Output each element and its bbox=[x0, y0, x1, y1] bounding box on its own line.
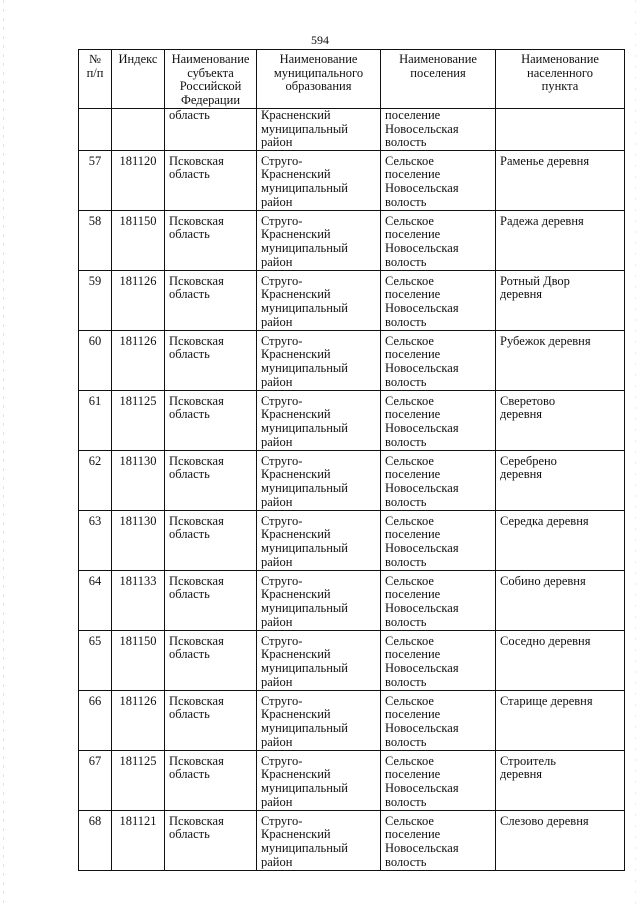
scan-edge-left bbox=[3, 0, 4, 905]
cell-municipality: Струго- Красненский муниципальный район bbox=[257, 570, 381, 630]
cell-subject: Псковская область bbox=[165, 330, 257, 390]
cell-num: 60 bbox=[79, 330, 112, 390]
cell-settlement: Сельское поселение Новосельская волость bbox=[381, 810, 496, 870]
cell-index: 181150 bbox=[112, 630, 165, 690]
header-index: Индекс bbox=[112, 50, 165, 109]
cell-municipality: Струго- Красненский муниципальный район bbox=[257, 390, 381, 450]
scan-edge-right bbox=[635, 0, 636, 905]
cell-municipality: Струго- Красненский муниципальный район bbox=[257, 510, 381, 570]
cell-settlement: Сельское поселение Новосельская волость bbox=[381, 270, 496, 330]
cell-subject: Псковская область bbox=[165, 270, 257, 330]
cell-num: 63 bbox=[79, 510, 112, 570]
cell-settlement: Сельское поселение Новосельская волость bbox=[381, 630, 496, 690]
header-locality: Наименование населенного пункта bbox=[496, 50, 625, 109]
cell-num: 58 bbox=[79, 210, 112, 270]
cell-subject: Псковская область bbox=[165, 510, 257, 570]
cell-index: 181126 bbox=[112, 690, 165, 750]
header-num: № п/п bbox=[79, 50, 112, 109]
cell-index: 181133 bbox=[112, 570, 165, 630]
cell-locality: Старище деревня bbox=[496, 690, 625, 750]
table-row bbox=[79, 450, 625, 510]
cell-subject: Псковская область bbox=[165, 150, 257, 210]
cell-index: 181130 bbox=[112, 450, 165, 510]
cell-subject: Псковская область bbox=[165, 630, 257, 690]
cell-municipality: Струго- Красненский муниципальный район bbox=[257, 450, 381, 510]
cell-subject: Псковская область bbox=[165, 450, 257, 510]
cell-index: 181150 bbox=[112, 210, 165, 270]
cell-subject: Псковская область bbox=[165, 750, 257, 810]
cell-settlement: Сельское поселение Новосельская волость bbox=[381, 750, 496, 810]
cell-settlement: Сельское поселение Новосельская волость bbox=[381, 210, 496, 270]
cell-municipality: Струго- Красненский муниципальный район bbox=[257, 210, 381, 270]
cell-settlement: Сельское поселение Новосельская волость bbox=[381, 570, 496, 630]
cell-num: 67 bbox=[79, 750, 112, 810]
cell-subject: Псковская область bbox=[165, 810, 257, 870]
cell-index bbox=[112, 109, 165, 151]
table-row bbox=[79, 330, 625, 390]
page-number: 594 bbox=[311, 33, 329, 47]
table-row bbox=[79, 390, 625, 450]
cell-num: 57 bbox=[79, 150, 112, 210]
cell-index: 181120 bbox=[112, 150, 165, 210]
cell-index: 181130 bbox=[112, 510, 165, 570]
cell-settlement: Сельское поселение Новосельская волость bbox=[381, 510, 496, 570]
cell-locality bbox=[496, 109, 625, 151]
cell-num: 65 bbox=[79, 630, 112, 690]
header-settlement: Наименование поселения bbox=[381, 50, 496, 109]
cell-locality: Соседно деревня bbox=[496, 630, 625, 690]
cell-municipality: Струго- Красненский муниципальный район bbox=[257, 810, 381, 870]
cell-locality: Серебрено деревня bbox=[496, 450, 625, 510]
cell-subject: Псковская область bbox=[165, 390, 257, 450]
cell-index: 181126 bbox=[112, 330, 165, 390]
cell-subject: область bbox=[165, 109, 257, 151]
cell-municipality: Струго- Красненский муниципальный район bbox=[257, 330, 381, 390]
table-row bbox=[79, 810, 625, 870]
cell-municipality: Струго- Красненский муниципальный район bbox=[257, 630, 381, 690]
cell-index: 181125 bbox=[112, 390, 165, 450]
cell-locality: Рубежок деревня bbox=[496, 330, 625, 390]
header-municipality: Наименование муниципального образования bbox=[257, 50, 381, 109]
table-row bbox=[79, 570, 625, 630]
cell-settlement: Сельское поселение Новосельская волость bbox=[381, 450, 496, 510]
cell-locality: Радежа деревня bbox=[496, 210, 625, 270]
cell-locality: Середка деревня bbox=[496, 510, 625, 570]
cell-settlement: Сельское поселение Новосельская волость bbox=[381, 390, 496, 450]
table-row bbox=[79, 690, 625, 750]
cell-municipality: Струго- Красненский муниципальный район bbox=[257, 750, 381, 810]
cell-num bbox=[79, 109, 112, 151]
cell-subject: Псковская область bbox=[165, 210, 257, 270]
cell-municipality: Струго- Красненский муниципальный район bbox=[257, 270, 381, 330]
cell-settlement: Сельское поселение Новосельская волость bbox=[381, 690, 496, 750]
settlements-table bbox=[78, 49, 625, 871]
cell-locality: Ротный Двор деревня bbox=[496, 270, 625, 330]
cell-num: 59 bbox=[79, 270, 112, 330]
cell-municipality: Красненский муниципальный район bbox=[257, 109, 381, 151]
cell-num: 66 bbox=[79, 690, 112, 750]
table-row bbox=[79, 630, 625, 690]
cell-num: 68 bbox=[79, 810, 112, 870]
header-subject: Наименование субъекта Российской Федерации bbox=[165, 50, 257, 109]
cell-municipality: Струго- Красненский муниципальный район bbox=[257, 690, 381, 750]
table-row bbox=[79, 210, 625, 270]
cell-settlement: Сельское поселение Новосельская волость bbox=[381, 150, 496, 210]
cell-locality: Собино деревня bbox=[496, 570, 625, 630]
cell-municipality: Струго- Красненский муниципальный район bbox=[257, 150, 381, 210]
cell-num: 64 bbox=[79, 570, 112, 630]
table-header-row bbox=[79, 50, 625, 109]
cell-locality: Слезово деревня bbox=[496, 810, 625, 870]
table-row bbox=[79, 270, 625, 330]
cell-settlement: поселение Новосельская волость bbox=[381, 109, 496, 151]
cell-locality: Строитель деревня bbox=[496, 750, 625, 810]
cell-locality: Сверетово деревня bbox=[496, 390, 625, 450]
table-row-continuation bbox=[79, 109, 625, 151]
cell-index: 181121 bbox=[112, 810, 165, 870]
cell-index: 181125 bbox=[112, 750, 165, 810]
table-row bbox=[79, 510, 625, 570]
table-row bbox=[79, 150, 625, 210]
cell-index: 181126 bbox=[112, 270, 165, 330]
cell-subject: Псковская область bbox=[165, 690, 257, 750]
cell-locality: Раменье деревня bbox=[496, 150, 625, 210]
cell-subject: Псковская область bbox=[165, 570, 257, 630]
table-row bbox=[79, 750, 625, 810]
cell-num: 61 bbox=[79, 390, 112, 450]
cell-num: 62 bbox=[79, 450, 112, 510]
cell-settlement: Сельское поселение Новосельская волость bbox=[381, 330, 496, 390]
